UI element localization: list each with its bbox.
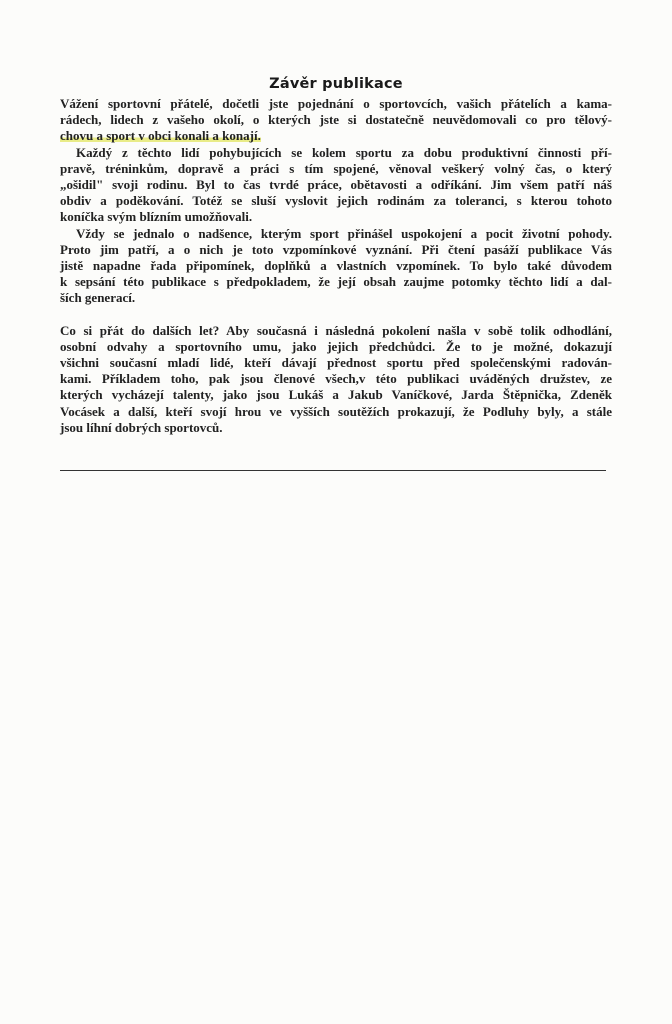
text-line: všichni současní mladí lidé, kteří dávají přednost sportu před společenskými radován-: [60, 355, 612, 371]
text-line: pravě, tréninkům, dopravě a práci s tím spojené, věnoval veškerý volný čas, o který: [60, 160, 612, 176]
text-line: kterých vycházejí talenty, jako jsou Lukáš a Jakub Vaníčkové, Jarda Štěpnička, Zdeněk: [60, 387, 612, 403]
text-line: ších generací.: [60, 290, 136, 306]
text-line: Co si přát do dalších let? Aby současná i následná pokolení našla v sobě tolik odhodlání,: [60, 322, 612, 338]
paragraph-gap: [60, 307, 612, 323]
text-line: jsou líhní dobrých sportovců.: [60, 419, 223, 435]
text-line: kami. Příkladem toho, pak jsou členové všech,v této publikaci uváděných družstev, ze: [60, 371, 612, 387]
text-line: k sepsání této publikace s předpokladem, že její obsah zaujme potomky těchto lidí a dal-: [60, 274, 612, 290]
text-line: Vocásek a další, kteří svojí hrou ve vyšších soutěžích prokazují, že Podluhy byly, a stále: [60, 403, 612, 419]
text-line: [60, 128, 612, 144]
horizontal-rule: [60, 470, 606, 471]
page-title: Závěr publikace: [269, 76, 403, 92]
text-line: koníčka svým blízním umožňovali.: [60, 209, 253, 225]
text-line: „ošidil" svoji rodinu. Byl to čas tvrdé práce, obětavosti a odříkání. Jim všem patří náš: [60, 177, 612, 193]
text-line: rádech, lidech z vašeho okolí, o kterých jste si dostatečně neuvědomovali co pro tělový-: [60, 112, 612, 128]
highlighted-text: chovu a sport v obci konali a konají.: [60, 128, 261, 144]
text-line: osobní odvahy a sportovního umu, jako jejich předchůdci. Že to je možné, dokazují: [60, 338, 612, 354]
body-text: [60, 96, 612, 436]
text-line: Každý z těchto lidí pohybujících se kolem sportu za dobu produktivní činnosti pří-: [76, 144, 612, 160]
text-line: Vážení sportovní přátelé, dočetli jste pojednání o sportovcích, vašich přátelích a kama-: [60, 96, 612, 111]
text-line: Proto jim patří, a o nich je toto vzpomínkové vyznání. Při čtení pasáží publikace Vás: [60, 241, 612, 257]
text-line: jistě napadne řada připomínek, doplňků a vlastních vzpomínek. To bylo také důvodem: [60, 258, 612, 274]
text-line: Vždy se jednalo o nadšence, kterým sport přinášel uspokojení a pocit životní pohody.: [76, 225, 612, 241]
text-line: obdiv a poděkování. Totéž se sluší vyslovit jejich rodinám za toleranci, s kterou tohoto: [60, 193, 612, 209]
